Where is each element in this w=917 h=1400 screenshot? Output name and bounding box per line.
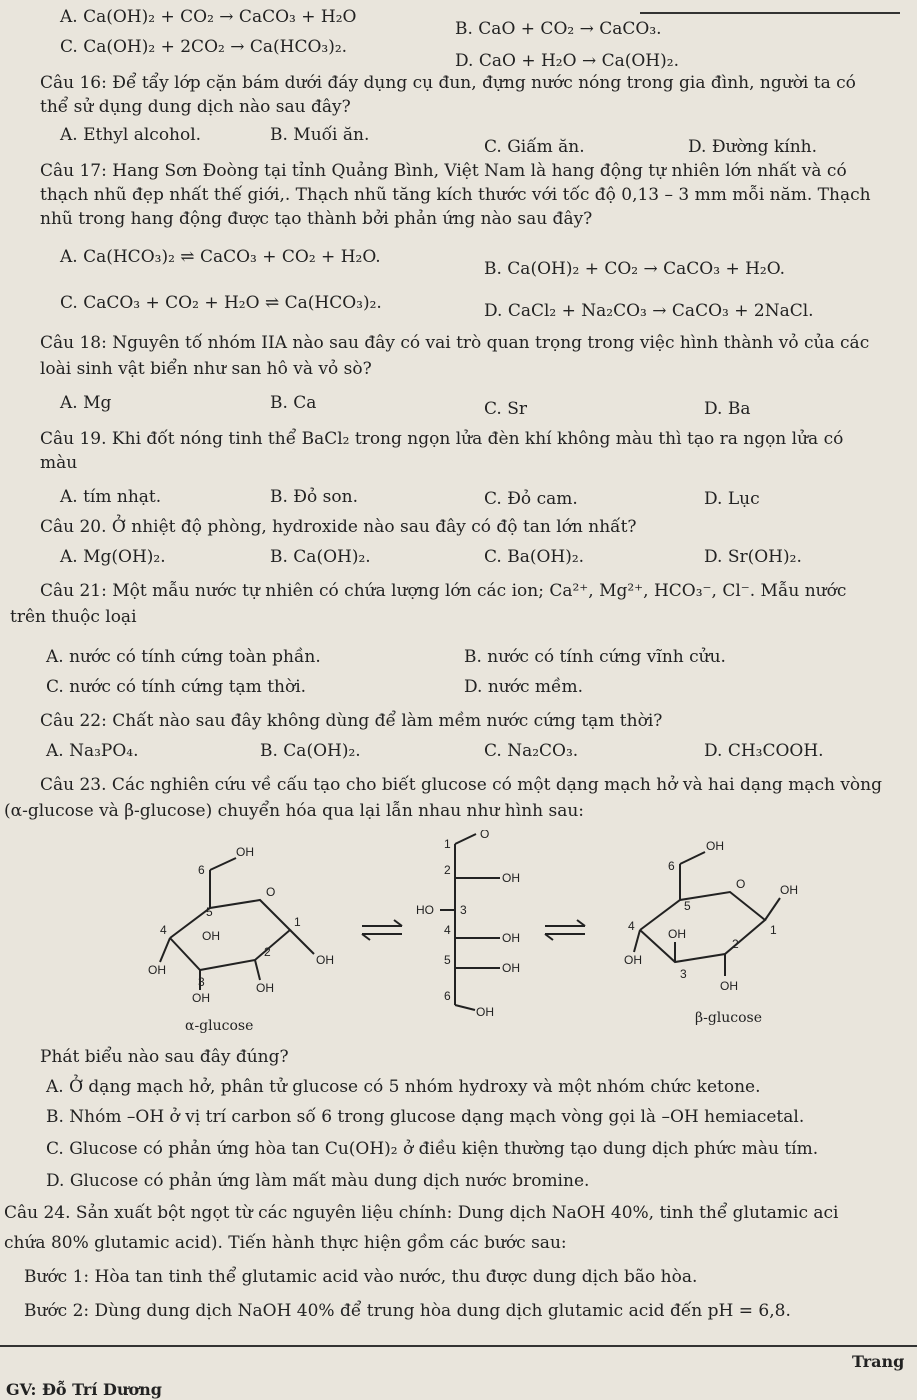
- q22-option-b: B. Ca(OH)₂.: [260, 741, 361, 761]
- chain-c1-o-label: O: [480, 830, 490, 841]
- beta-c4-oh-label: OH: [624, 953, 642, 967]
- alpha-ring-o-label: O: [266, 885, 276, 899]
- q19-option-c: C. Đỏ cam.: [484, 489, 578, 509]
- q16-option-a: A. Ethyl alcohol.: [60, 125, 202, 145]
- beta-glucose-label: β-glucose: [695, 1010, 763, 1026]
- q24-step-2: Bước 2: Dùng dung dịch NaOH 40% để trung hòa dung dịch glutamic acid đến pH = 6,8.: [24, 1301, 791, 1321]
- q18-option-d: D. Ba: [704, 399, 751, 419]
- q20-stem: Câu 20. Ở nhiệt độ phòng, hydroxide nào sau đây có độ tan lớn nhất?: [40, 517, 637, 537]
- q19-option-a: A. tím nhạt.: [60, 487, 162, 507]
- q18-stem-line1: Câu 18: Nguyên tố nhóm IIA nào sau đây có vai trò quan trọng trong việc hình thành vỏ của các: [40, 333, 870, 353]
- q20-option-a: A. Mg(OH)₂.: [60, 547, 166, 567]
- beta-c2-oh-label: OH: [720, 979, 738, 993]
- q16-stem-line2: thể sử dụng dung dịch nào sau đây?: [40, 97, 351, 117]
- q17-option-c: C. CaCO₃ + CO₂ + H₂O ⇌ Ca(HCO₃)₂.: [60, 293, 382, 313]
- beta-n4: 4: [628, 919, 635, 933]
- header-rule: [640, 12, 900, 14]
- q23-option-b: B. Nhóm –OH ở vị trí carbon số 6 trong glucose dạng mạch vòng gọi là –OH hemiacetal.: [46, 1107, 805, 1127]
- alpha-n4: 4: [160, 923, 167, 937]
- q17-option-d: D. CaCl₂ + Na₂CO₃ → CaCO₃ + 2NaCl.: [484, 301, 814, 321]
- beta-c1-oh-label: OH: [780, 883, 798, 897]
- q15-option-c: C. Ca(OH)₂ + 2CO₂ → Ca(HCO₃)₂.: [60, 37, 348, 57]
- q19-option-b: B. Đỏ son.: [270, 487, 358, 507]
- alpha-glucose-label: α-glucose: [185, 1018, 254, 1034]
- q16-option-c: C. Giấm ăn.: [484, 137, 585, 157]
- chain-c5-oh-label: OH: [502, 961, 520, 975]
- alpha-c6-oh-bond: [210, 858, 236, 870]
- q22-option-c: C. Na₂CO₃.: [484, 741, 579, 761]
- q23-option-a: A. Ở dạng mạch hở, phân tử glucose có 5 nhóm hydroxy và một nhóm chức ketone.: [46, 1077, 761, 1097]
- alpha-c3-oh-label: OH: [192, 991, 210, 1005]
- q24-step-1: Bước 1: Hòa tan tinh thể glutamic acid vào nước, thu được dung dịch bão hòa.: [24, 1267, 698, 1287]
- q23-stem-line2: (α-glucose và β-glucose) chuyển hóa qua lại lẫn nhau như hình sau:: [4, 801, 585, 821]
- alpha-n6: 6: [198, 863, 205, 877]
- q21-option-c: C. nước có tính cứng tạm thời.: [46, 677, 307, 697]
- alpha-c4-oh-inner-label: OH: [202, 929, 220, 943]
- q17-option-b: B. Ca(OH)₂ + CO₂ → CaCO₃ + H₂O.: [484, 259, 786, 279]
- beta-n6: 6: [668, 859, 675, 873]
- q21-option-d: D. nước mềm.: [464, 677, 583, 697]
- q18-option-b: B. Ca: [270, 393, 317, 413]
- beta-glucose-ring: [640, 892, 765, 962]
- q20-option-d: D. Sr(OH)₂.: [704, 547, 802, 567]
- q23-stem-line1: Câu 23. Các nghiên cứu về cấu tạo cho biết glucose có một dạng mạch hở và hai dạng mạch vòng: [40, 775, 882, 795]
- q21-option-a: A. nước có tính cứng toàn phần.: [46, 647, 321, 667]
- q18-stem-line2: loài sinh vật biển như san hô và vỏ sò?: [40, 359, 372, 379]
- alpha-c2-oh-bond: [255, 960, 260, 980]
- q24-stem-line2: chứa 80% glutamic acid). Tiến hành thực hiện gồm các bước sau:: [4, 1233, 567, 1253]
- chain-n6: 6: [444, 989, 451, 1003]
- alpha-c6-oh-label: OH: [236, 845, 254, 859]
- q17-option-a: A. Ca(HCO₃)₂ ⇌ CaCO₃ + CO₂ + H₂O.: [60, 247, 381, 267]
- alpha-glucose-ring: [170, 900, 290, 970]
- alpha-c1-oh-bond: [290, 930, 314, 954]
- chain-n2: 2: [444, 863, 451, 877]
- open-chain-aldehyde-bond: [455, 834, 476, 844]
- chain-n4: 4: [444, 923, 451, 937]
- glucose-interconversion-figure: [140, 830, 800, 1040]
- q23-question: Phát biểu nào sau đây đúng?: [40, 1047, 289, 1067]
- chain-c6-oh-label: OH: [476, 1005, 494, 1019]
- q16-stem-line1: Câu 16: Để tẩy lớp cặn bám dưới đáy dụng cụ đun, đựng nước nóng trong gia đình, người ta có: [40, 73, 856, 93]
- chain-c4-oh-label: OH: [502, 931, 520, 945]
- q15-option-b: B. CaO + CO₂ → CaCO₃.: [455, 19, 662, 39]
- chain-c2-oh-label: OH: [502, 871, 520, 885]
- q20-option-b: B. Ca(OH)₂.: [270, 547, 371, 567]
- q17-stem-line1: Câu 17: Hang Sơn Đoòng tại tỉnh Quảng Bình, Việt Nam là hang động tự nhiên lớn nhất và có: [40, 161, 847, 181]
- q21-stem-line2: trên thuộc loại: [10, 607, 137, 627]
- q24-stem-line1: Câu 24. Sản xuất bột ngọt từ các nguyên liệu chính: Dung dịch NaOH 40%, tinh thể glutamic aci: [4, 1203, 839, 1223]
- q17-stem-line3: nhũ trong hang động được tạo thành bởi phản ứng nào sau đây?: [40, 209, 593, 229]
- beta-c1-oh-bond: [765, 898, 780, 920]
- alpha-c1-oh-label: OH: [316, 953, 334, 967]
- q17-stem-line2: thạch nhũ đẹp nhất thế giới,. Thạch nhũ tăng kích thước với tốc độ 0,13 – 3 mm mỗi năm. Thạch: [40, 185, 871, 205]
- q20-option-c: C. Ba(OH)₂.: [484, 547, 585, 567]
- chain-c3-ho-label: HO: [416, 903, 434, 917]
- chain-n1: 1: [444, 837, 451, 851]
- q22-option-a: A. Na₃PO₄.: [46, 741, 139, 761]
- beta-n5: 5: [684, 899, 691, 913]
- q22-stem: Câu 22: Chất nào sau đây không dùng để làm mềm nước cứng tạm thời?: [40, 711, 663, 731]
- q21-stem-line1: Câu 21: Một mẫu nước tự nhiên có chứa lượng lớn các ion; Ca²⁺, Mg²⁺, HCO₃⁻, Cl⁻. Mẫu nước: [40, 581, 847, 601]
- beta-ring-o-label: O: [736, 877, 746, 891]
- q19-stem-line1: Câu 19. Khi đốt nóng tinh thể BaCl₂ trong ngọn lửa đèn khí không màu thì tạo ra ngọn lửa có: [40, 429, 844, 449]
- footer-author: GV: Đỗ Trí Dương: [6, 1380, 162, 1399]
- q23-option-c: C. Glucose có phản ứng hòa tan Cu(OH)₂ ở điều kiện thường tạo dung dịch phức màu tím.: [46, 1139, 819, 1159]
- q18-option-c: C. Sr: [484, 399, 527, 419]
- q23-option-d: D. Glucose có phản ứng làm mất màu dung dịch nước bromine.: [46, 1171, 590, 1191]
- q21-option-b: B. nước có tính cứng vĩnh cửu.: [464, 647, 726, 667]
- alpha-n1: 1: [294, 915, 301, 929]
- footer-rule: [0, 1345, 917, 1347]
- q19-stem-line2: màu: [40, 453, 78, 473]
- q16-option-b: B. Muối ăn.: [270, 125, 370, 145]
- alpha-n3: 3: [198, 975, 205, 989]
- q22-option-d: D. CH₃COOH.: [704, 741, 824, 761]
- alpha-n2: 2: [264, 945, 271, 959]
- q15-option-d: D. CaO + H₂O → Ca(OH)₂.: [455, 51, 679, 71]
- q19-option-d: D. Lục: [704, 489, 760, 509]
- footer-page-label: Trang: [852, 1352, 905, 1371]
- alpha-n5: 5: [206, 905, 213, 919]
- beta-n3: 3: [680, 967, 687, 981]
- q16-option-d: D. Đường kính.: [688, 137, 818, 157]
- chain-n5: 5: [444, 953, 451, 967]
- q18-option-a: A. Mg: [60, 393, 112, 413]
- beta-c3-oh-label: OH: [668, 927, 686, 941]
- q15-option-a: A. Ca(OH)₂ + CO₂ → CaCO₃ + H₂O: [60, 7, 357, 27]
- beta-n2: 2: [732, 937, 739, 951]
- alpha-c4-oh-bond: [160, 938, 170, 962]
- alpha-c4-oh-label: OH: [148, 963, 166, 977]
- beta-n1: 1: [770, 923, 777, 937]
- alpha-c2-oh-label: OH: [256, 981, 274, 995]
- chain-n3: 3: [460, 903, 467, 917]
- beta-c6-oh-label: OH: [706, 839, 724, 853]
